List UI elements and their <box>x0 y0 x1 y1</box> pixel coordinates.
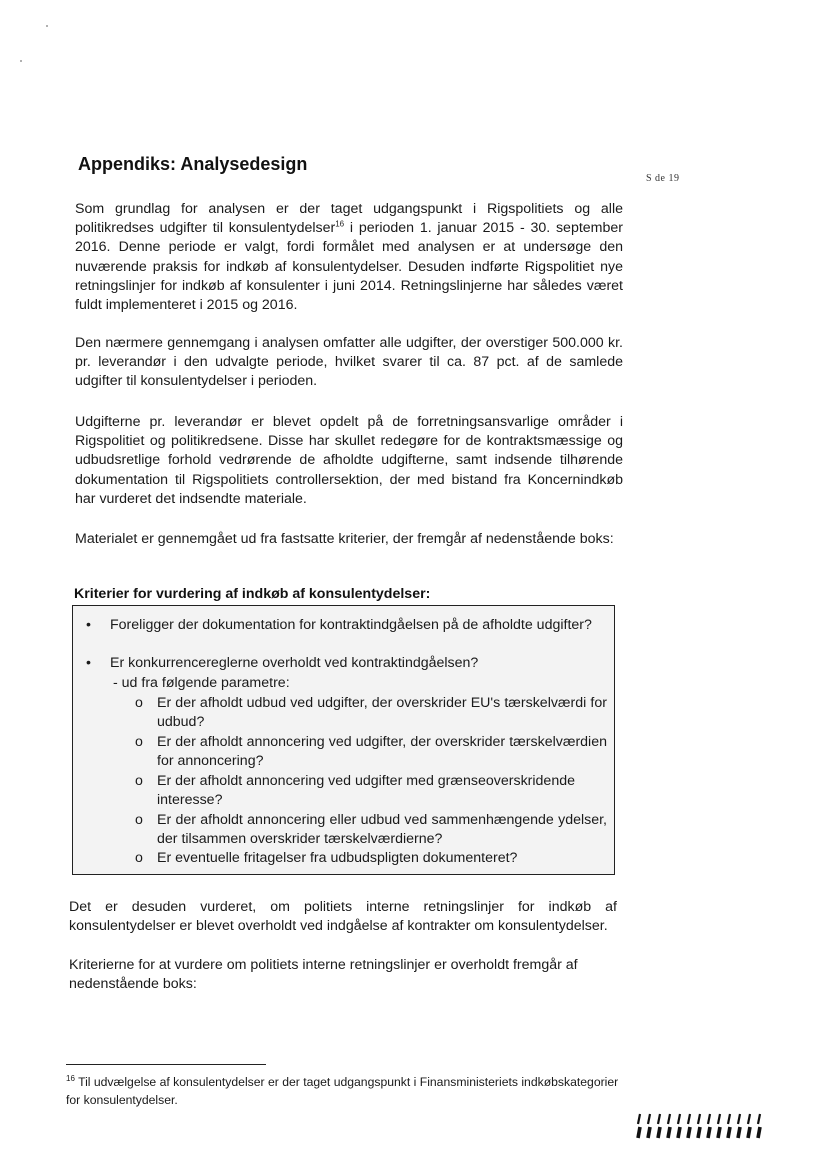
scan-speck <box>20 60 22 62</box>
criteria-bullet <box>86 654 608 673</box>
circle-bullet-icon: o <box>135 850 143 866</box>
paragraph-next-box-intro: Kriterierne for at vurdere om politiets interne retningslinjer er overholdt fremgår af nedenstående boks: <box>69 957 578 993</box>
criteria-sub-item <box>135 772 607 809</box>
paragraph-suppliers: Udgifterne pr. leverandør er blevet opdelt på de forretningsansvarlige områder i Rigspolitiet og politikredsene. Disse har skullet redegøre for de kontraktsmæssige og udbudsretlige forhold vedrørende de afholdte udgifterne, samt indsende tilhørende dokumentation til Rigspolitiets controllersektion, der med bistand fra Koncernindkøb har vurderet det indsendte materiale. <box>75 414 623 507</box>
footnote-number: 16 <box>66 1073 75 1083</box>
bullet-dot-icon: • <box>86 617 91 633</box>
footnote-divider <box>66 1064 266 1065</box>
footnote-text: Til udvælgelse af konsulentydelser er der taget udgangspunkt i Finansministeriets indkøbskategorier for konsulentydelser. <box>66 1075 619 1107</box>
criteria-bullet <box>86 616 608 635</box>
criteria-sub-item-text: Er eventuelle fritagelser fra udbudspligten dokumenteret? <box>157 850 518 866</box>
paragraph-text: Som grundlag for analysen er der taget udgangspunkt i Rigspolitiets og alle politikredses udgifter til konsulentydelser <box>75 201 623 237</box>
criteria-sub-item <box>135 733 607 770</box>
criteria-box <box>72 605 615 875</box>
paragraph-scope <box>75 200 623 315</box>
barcode-icon <box>636 1112 770 1140</box>
criteria-sub-item-text: Er der afholdt udbud ved udgifter, der overskrider EU's tærskelværdi for udbud? <box>157 695 607 730</box>
paragraph-criteria-intro: Materialet er gennemgået ud fra fastsatte kriterier, der fremgår af nedenstående boks: <box>75 531 614 547</box>
circle-bullet-icon: o <box>135 734 143 750</box>
criteria-sub-item <box>135 694 607 731</box>
criteria-bullet-text: Er konkurrencereglerne overholdt ved kontraktindgåelsen? <box>110 655 479 671</box>
page-number-stamp: S de 19 <box>646 173 680 184</box>
section-heading: Appendiks: Analysedesign <box>78 154 308 174</box>
circle-bullet-icon: o <box>135 812 143 828</box>
criteria-sub-item <box>135 811 607 848</box>
criteria-box-title: Kriterier for vurdering af indkøb af konsulentydelser: <box>74 586 431 602</box>
criteria-sub-intro: - ud fra følgende parametre: <box>113 675 290 691</box>
circle-bullet-icon: o <box>135 773 143 789</box>
criteria-bullet-text: Foreligger der dokumentation for kontraktindgåelsen på de afholdte udgifter? <box>110 617 592 633</box>
criteria-sub-item <box>135 849 607 868</box>
bullet-dot-icon: • <box>86 655 91 671</box>
paragraph-text: i perioden 1. januar 2015 - 30. september 2016. Denne periode er valgt, fordi formålet med analysen er at undersøge den nuværende praksis for indkøb af konsulentydelser. Desuden indførte Rigspolitiet nye retningslinjer for indkøb af konsulenter i juni 2014. Retningslinjerne har således været fuldt implementeret i 2015 og 2016. <box>75 220 623 314</box>
criteria-sub-item-text: Er der afholdt annoncering ved udgifter med grænseoverskridende interesse? <box>157 773 575 808</box>
criteria-sub-item-text: Er der afholdt annoncering eller udbud ved sammenhængende ydelser, der tilsammen overskrider tærskelværdierne? <box>157 812 607 847</box>
paragraph-internal-guidelines: Det er desuden vurderet, om politiets interne retningslinjer for indkøb af konsulentydelser er blevet overholdt ved indgåelse af kontrakter om konsulentydelser. <box>69 899 617 935</box>
criteria-sub-item-text: Er der afholdt annoncering ved udgifter, der overskrider tærskelværdien for annoncering? <box>157 734 607 769</box>
footnote <box>66 1073 626 1109</box>
footnote-reference[interactable]: 16 <box>335 219 345 229</box>
scan-speck <box>46 25 48 27</box>
paragraph-threshold: Den nærmere gennemgang i analysen omfatter alle udgifter, der overstiger 500.000 kr. pr. leverandør i den udvalgte periode, hvilket svarer til ca. 87 pct. af de samlede udgifter til konsulentydelser i perioden. <box>75 335 623 390</box>
circle-bullet-icon: o <box>135 695 143 711</box>
